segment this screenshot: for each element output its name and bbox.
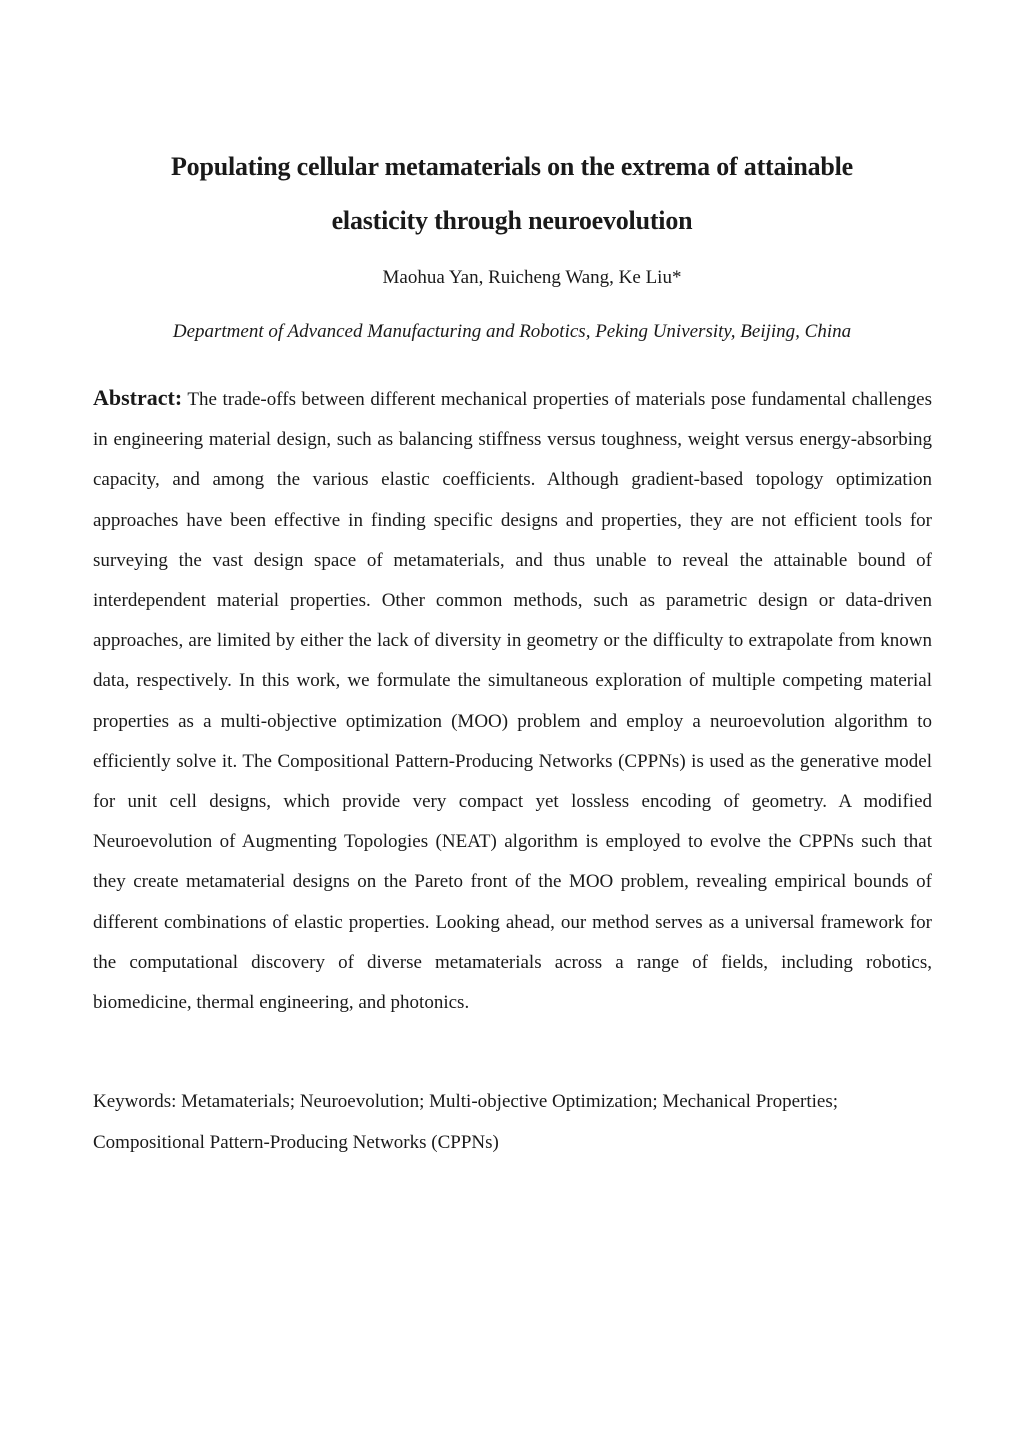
keywords: Keywords: Metamaterials; Neuroevolution; Multi-objective Optimization; Mechanical Properties; Compositional Pattern-Producing Networks (CPPNs) xyxy=(93,1091,839,1153)
paper-title-line-2: elasticity through neuroevolution xyxy=(331,206,693,235)
author-list: Maohua Yan, Ruicheng Wang, Ke Liu* xyxy=(382,267,682,288)
paper-title-line-1: Populating cellular metamaterials on the extrema of attainable xyxy=(170,152,854,181)
abstract-text: The trade-offs between different mechanical properties of materials pose fundamental challenges in engineering material design, such as balancing stiffness versus toughness, weight versus energy-absorbing capacity, and among the various elastic coefficients. Although gradient-based topology optimization approaches have been effective in finding specific designs and properties, they are not efficient tools for surveying the vast design space of metamaterials, and thus unable to reveal the attainable bound of interdependent material properties. Other common methods, such as parametric design or data-driven approaches, are limited by either the lack of diversity in geometry or the difficulty to extrapolate from known data, respectively. In this work, we formulate the simultaneous exploration of multiple competing material properties as a multi-objective optimization (MOO) problem and employ a neuroevolution algorithm to efficiently solve it. The Compositional Pattern-Producing Networks (CPPNs) is used as the generative model for unit cell designs, which provide very compact yet lossless encoding of geometry. A modified Neuroevolution of Augmenting Topologies (NEAT) algorithm is employed to evolve the CPPNs such that they create metamaterial designs on the Pareto front of the MOO problem, revealing empirical bounds of different combinations of elastic properties. Looking ahead, our method serves as a universal framework for the computational discovery of diverse metamaterials across a range of fields, including robotics, biomedicine, thermal engineering, and photonics. xyxy=(93,389,932,1014)
abstract-label: Abstract: xyxy=(93,385,183,410)
paper-title xyxy=(92,140,932,248)
author-affiliation: Department of Advanced Manufacturing and Robotics, Peking University, Beijing, China xyxy=(172,321,852,342)
abstract-paragraph xyxy=(93,378,932,1023)
